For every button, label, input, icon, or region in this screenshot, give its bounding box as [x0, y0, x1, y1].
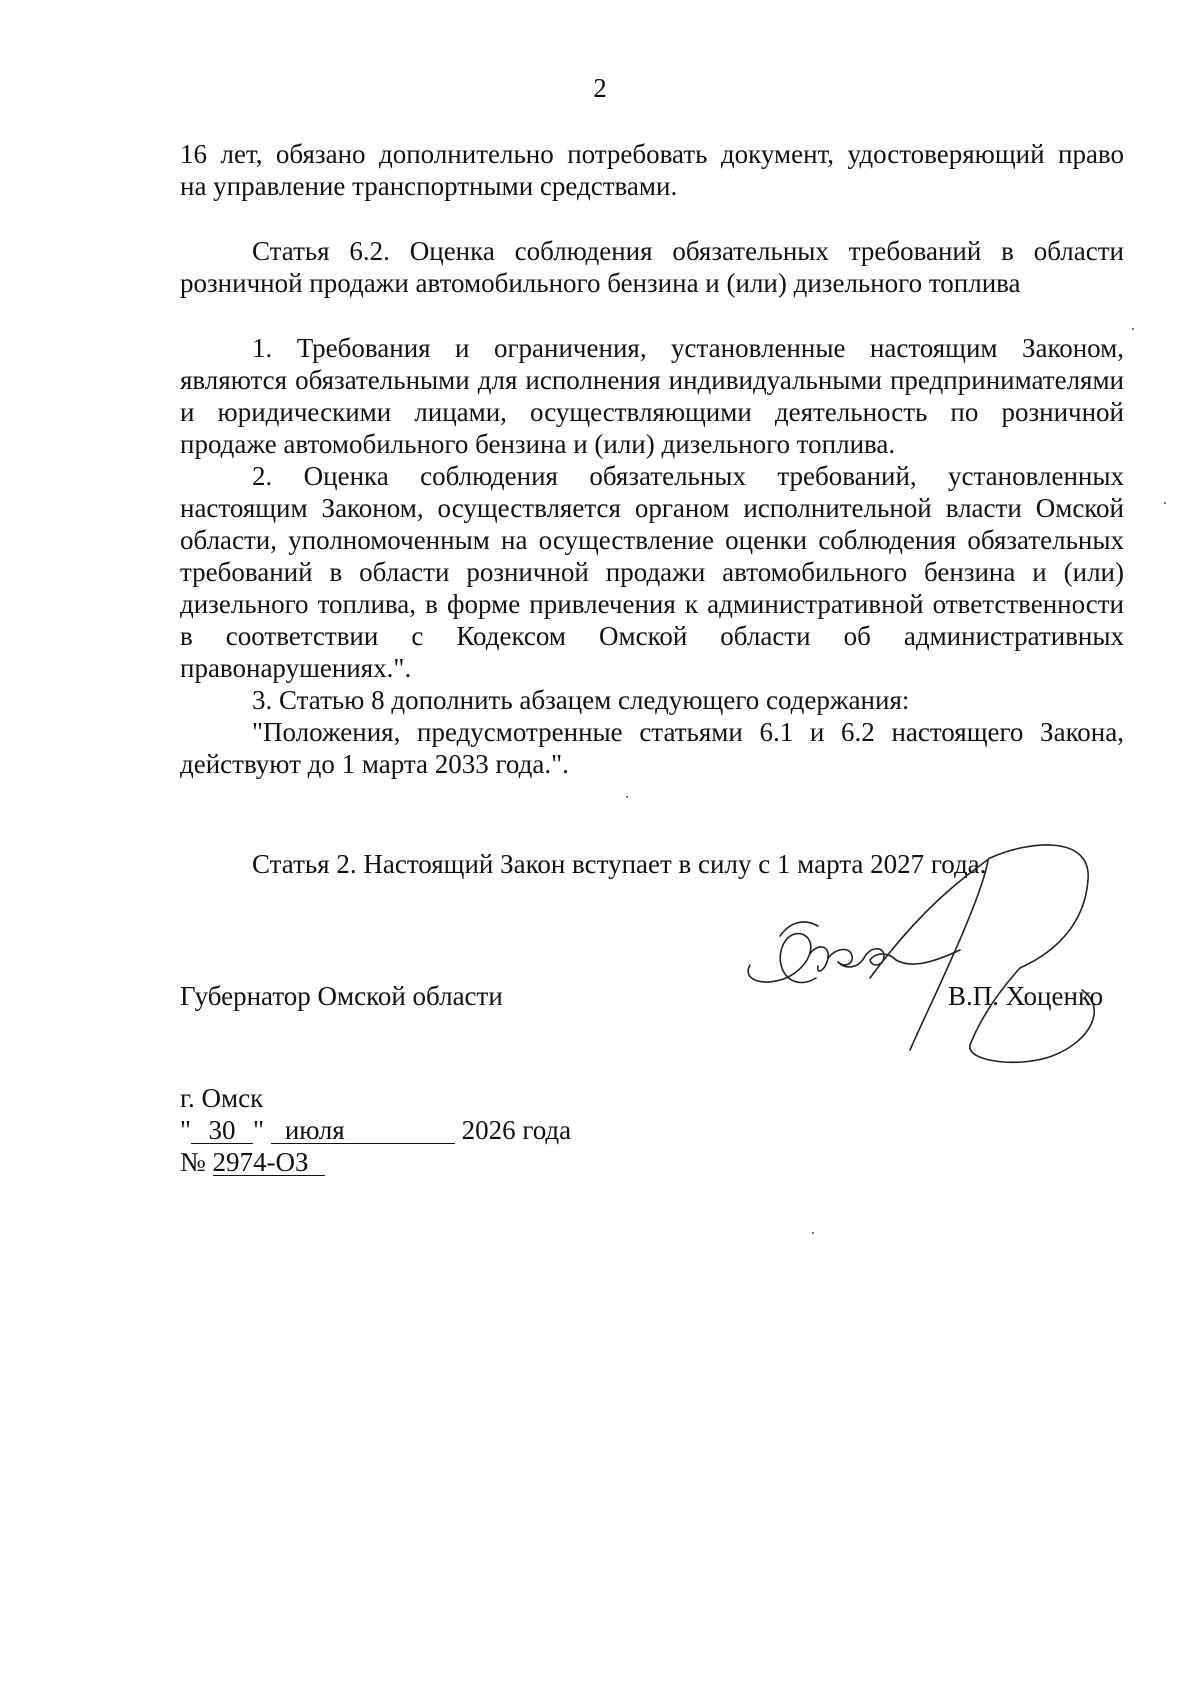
article-6-2-heading: Статья 6.2. Оценка соблюдения обязательных требований в области розничной продажи автомобильного бензина и (или) дизельного топлива: [180, 236, 1124, 298]
article-6-2-item-3: 3. Статью 8 дополнить абзацем следующего содержания:: [252, 685, 910, 715]
article-6-2-item-2: 2. Оценка соблюдения обязательных требований, установленных настоящим Законом, осуществляется органом исполнительной власти Омской области, уполномоченным на осуществление оценки соблюдения обязательных требований в области розничной продажи автомобильного бензина и (или) дизельного топлива, в форме привлечения к административной ответственности в соответствии с Кодексом Омской области об административных правонарушениях.".: [180, 461, 1124, 683]
law-number: 2974-ОЗ: [213, 1149, 325, 1176]
article-6-2-item-1: 1. Требования и ограничения, установленные настоящим Законом, являются обязательными для исполнения индивидуальными предпринимателями и юридическими лицами, осуществляющими деятельность по розничной продаже автомобильного бензина и (или) дизельного топлива.: [180, 333, 1124, 459]
date-day: 30: [191, 1117, 253, 1144]
article-6-2-body: [180, 332, 1124, 780]
article-2: Статья 2. Настоящий Закон вступает в силу с 1 марта 2027 года.: [252, 849, 987, 879]
article-6-2-heading-block: [180, 235, 1124, 299]
date-open-quote: ": [180, 1115, 192, 1145]
signature-image: [720, 840, 1100, 1070]
governor-title: Губернатор Омской области: [180, 981, 503, 1011]
place-date-number-block: [180, 1082, 571, 1178]
scan-speck: [812, 1232, 814, 1234]
scan-speck: [1132, 328, 1134, 330]
date-close-quote: ": [253, 1115, 265, 1145]
intro-line-1: 16 лет, обязано дополнительно потребовать документ, удостоверяющий право: [180, 139, 1124, 169]
date-row: [180, 1114, 571, 1146]
intro-paragraph: [180, 138, 1124, 202]
number-sign: №: [180, 1147, 206, 1177]
date-month: июля: [271, 1117, 455, 1144]
page-number: 2: [593, 73, 607, 103]
scan-speck: [1164, 502, 1166, 504]
place: г. Омск: [180, 1083, 264, 1113]
governor-name: В.П. Хоценко: [948, 981, 1104, 1011]
place-row: [180, 1082, 571, 1114]
scan-speck: [626, 796, 628, 798]
law-number-row: [180, 1146, 571, 1178]
intro-line-2: на управление транспортными средствами.: [180, 171, 678, 201]
article-8-addition-quote: "Положения, предусмотренные статьями 6.1 и 6.2 настоящего Закона, действуют до 1 марта 2033 года.".: [180, 717, 1124, 779]
date-year: 2026 года: [461, 1115, 572, 1145]
